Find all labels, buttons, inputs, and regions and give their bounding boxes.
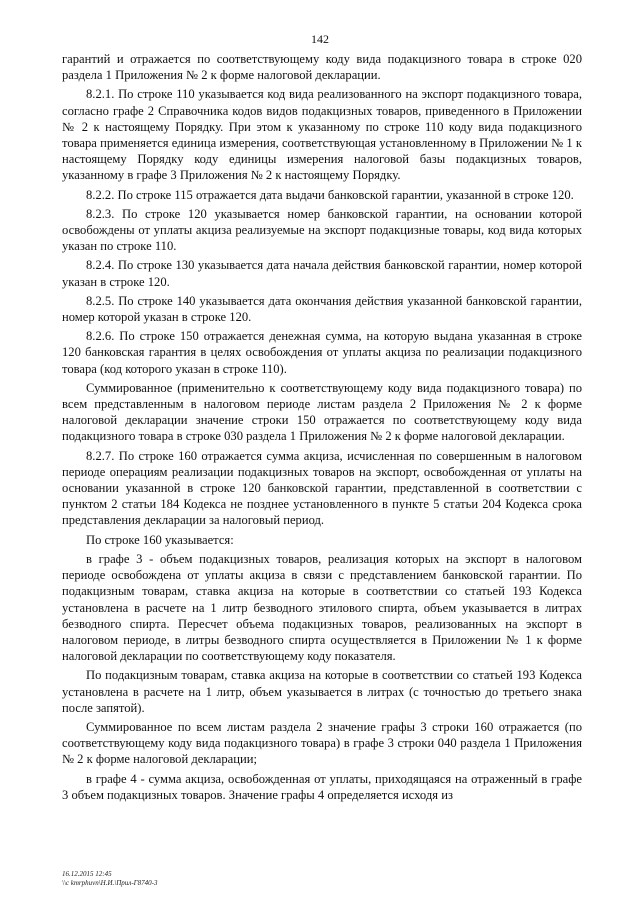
page-footer bbox=[62, 870, 158, 888]
page-number: 142 bbox=[311, 32, 329, 46]
paragraph-line-160-intro: По строке 160 указывается: bbox=[86, 532, 234, 547]
paragraph-continuation: гарантий и отражается по соответствующему коду вида подакцизного товара в строке 020 раздела 1 Приложения № 2 к форме налоговой декларации. bbox=[62, 52, 582, 83]
paragraph-8-2-5: 8.2.5. По строке 140 указывается дата окончания действия указанной банковской гарантии, номер которой указан в строке 120. bbox=[62, 293, 582, 325]
paragraph-8-2-2: 8.2.2. По строке 115 отражается дата выдачи банковской гарантии, указанной в строке 120. bbox=[86, 187, 574, 202]
paragraph-8-2-7: 8.2.7. По строке 160 отражается сумма акциза, исчисленная по совершенным в налоговом периоде операциям реализации подакцизных товаров на экспорт, освобожденная от уплаты на основании указанной в строке 120 банковской гарантии, представленной в соответствии с пунктом 2 статьи 184 Кодекса не позднее установленного в пункте 5 статьи 204 Кодекса срока представления декларации за налоговый период. bbox=[62, 448, 582, 528]
body-text bbox=[62, 51, 582, 806]
paragraph-8-2-1: 8.2.1. По строке 110 указывается код вида реализованного на экспорт подакцизного товара, согласно графе 2 Справочника кодов видов подакцизных товаров, приведенного в Приложении № 2 к настоящему Порядку. При этом к указанному по строке 110 коду вида подакцизного товара применяется единица измерения, соответствующая установленному в Приложении № 1 к настоящему Порядку коду единицы измерения налоговой базы подакцизных товаров, указанному в графе 3 Приложения № 2 к настоящему Порядку. bbox=[62, 87, 582, 183]
paragraph-summed-column-3: Суммированное по всем листам раздела 2 значение графы 3 строки 160 отражается (по соответствующему коду вида подакцизного товара) в графе 3 строки 040 раздела 1 Приложения № 2 к форме налоговой декларации; bbox=[62, 719, 582, 767]
paragraph-column-3: в графе 3 - объем подакцизных товаров, реализация которых на экспорт в налоговом периоде освобождена от уплаты акциза в связи с представлением банковской гарантии. По подакцизным товарам, ставка акциза на которые в соответствии со статьей 193 Кодекса установлена в расчете на 1 литр безводного этилового спирта, объем указывается в литрах безводного спирта. Пересчет объема подакцизных товаров, реализованных на экспорт в налоговом периоде, в литры безводного спирта осуществляется в Приложении № 1 к форме налоговой декларации по соответствующему коду показателя. bbox=[62, 551, 582, 664]
footer-timestamp: 16.12.2015 12:45 bbox=[62, 870, 112, 878]
footer-file-path: \\c kmrphuvn\Н.И.\Прил-Г8740-3 bbox=[62, 879, 158, 887]
paragraph-summed-line-150: Суммированное (применительно к соответствующему коду вида подакцизного товара) по всем представленным в налоговом периоде листам раздела 2 Приложения № 2 к форме налоговой декларации значение строки 150 отражается по соответствующему коду вида подакцизного товара в строке 030 раздела 1 Приложения № 2 к форме налоговой декларации. bbox=[62, 380, 582, 444]
paragraph-8-2-4: 8.2.4. По строке 130 указывается дата начала действия банковской гарантии, номер которой указан в строке 120. bbox=[62, 258, 582, 289]
paragraph-column-4: в графе 4 - сумма акциза, освобожденная от уплаты, приходящаяся на отраженный в графе 3 объем подакцизных товаров. Значение графы 4 определяется исходя из bbox=[62, 771, 582, 802]
paragraph-8-2-3: 8.2.3. По строке 120 указывается номер банковской гарантии, на основании которой освобождены от уплаты акциза реализуемые на экспорт подакцизные товары, код вида которых указан по строке 110. bbox=[62, 206, 582, 254]
paragraph-8-2-6: 8.2.6. По строке 150 отражается денежная сумма, на которую выдана указанная в строке 120 банковская гарантия в целях освобождения от уплаты акциза по реализации подакцизного товара (код которого указан в строке 110). bbox=[62, 329, 582, 376]
paragraph-per-litre: По подакцизным товарам, ставка акциза на которые в соответствии со статьей 193 Кодекса установлена в расчете на 1 литр, объем указывается в литрах (с точностью до третьего знака после запятой). bbox=[62, 668, 582, 715]
